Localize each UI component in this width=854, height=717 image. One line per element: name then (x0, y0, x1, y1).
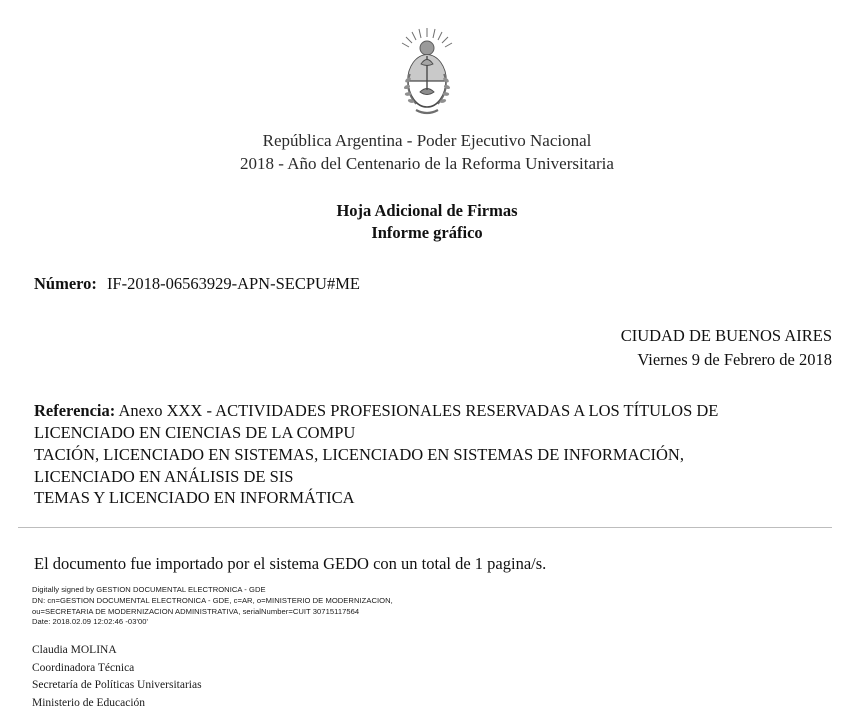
signatory-role: Coordinadora Técnica (32, 661, 135, 674)
header-line-year: 2018 - Año del Centenario de la Reforma Universitaria (240, 154, 614, 174)
date-text: Viernes 9 de Febrero de 2018 (637, 350, 832, 370)
numero-value: IF-2018-06563929-APN-SECPU#ME (106, 274, 360, 294)
referencia-line-3: TACIÓN, LICENCIADO EN SISTEMAS, LICENCIADO EN SISTEMAS DE INFORMACIÓN, (34, 444, 684, 464)
place-date-block (0, 324, 832, 372)
document-header (0, 129, 854, 176)
argentina-coat-of-arms-icon (390, 26, 464, 118)
referencia-line-4: LICENCIADO EN ANÁLISIS DE SIS (34, 466, 294, 486)
referencia-block (34, 400, 832, 509)
page-title: Hoja Adicional de Firmas (336, 200, 518, 220)
signature-meta-line-4: Date: 2018.02.09 12:02:46 -03'00' (32, 617, 149, 627)
referencia-label: Referencia: (34, 401, 116, 421)
signatory-area: Secretaría de Políticas Universitarias (32, 679, 202, 692)
signature-meta-line-2: DN: cn=GESTION DOCUMENTAL ELECTRONICA - GDE, c=AR, o=MINISTERIO DE MODERNIZACION, (32, 595, 393, 605)
numero-label: Número: (34, 274, 97, 294)
numero-row (34, 274, 854, 294)
signature-metadata (32, 585, 502, 628)
referencia-line-2: LICENCIADO EN CIENCIAS DE LA COMPU (34, 423, 356, 443)
referencia-line-5: TEMAS Y LICENCIADO EN INFORMÁTICA (34, 488, 355, 508)
body-paragraph: El documento fue importado por el sistema GEDO con un total de 1 pagina/s. (34, 554, 547, 574)
header-line-country: República Argentina - Poder Ejecutivo Nacional (262, 131, 592, 150)
signatory-name: Claudia MOLINA (32, 644, 117, 657)
signatory-org: Ministerio de Educación (32, 696, 146, 709)
crest-container (0, 0, 854, 123)
signature-meta-line-3: ou=SECRETARIA DE MODERNIZACION ADMINISTRATIVA, serialNumber=CUIT 30715117564 (32, 606, 360, 616)
signature-meta-line-1: Digitally signed by GESTION DOCUMENTAL ELECTRONICA - GDE (32, 585, 266, 594)
referencia-line-1: Anexo XXX - ACTIVIDADES PROFESIONALES RESERVADAS A LOS TÍTULOS DE (118, 401, 719, 421)
section-divider (18, 527, 832, 528)
digital-signature-block (32, 585, 502, 712)
signatory-details (32, 642, 502, 712)
place-text: CIUDAD DE BUENOS AIRES (620, 326, 832, 346)
page-subtitle: Informe gráfico (371, 223, 483, 243)
